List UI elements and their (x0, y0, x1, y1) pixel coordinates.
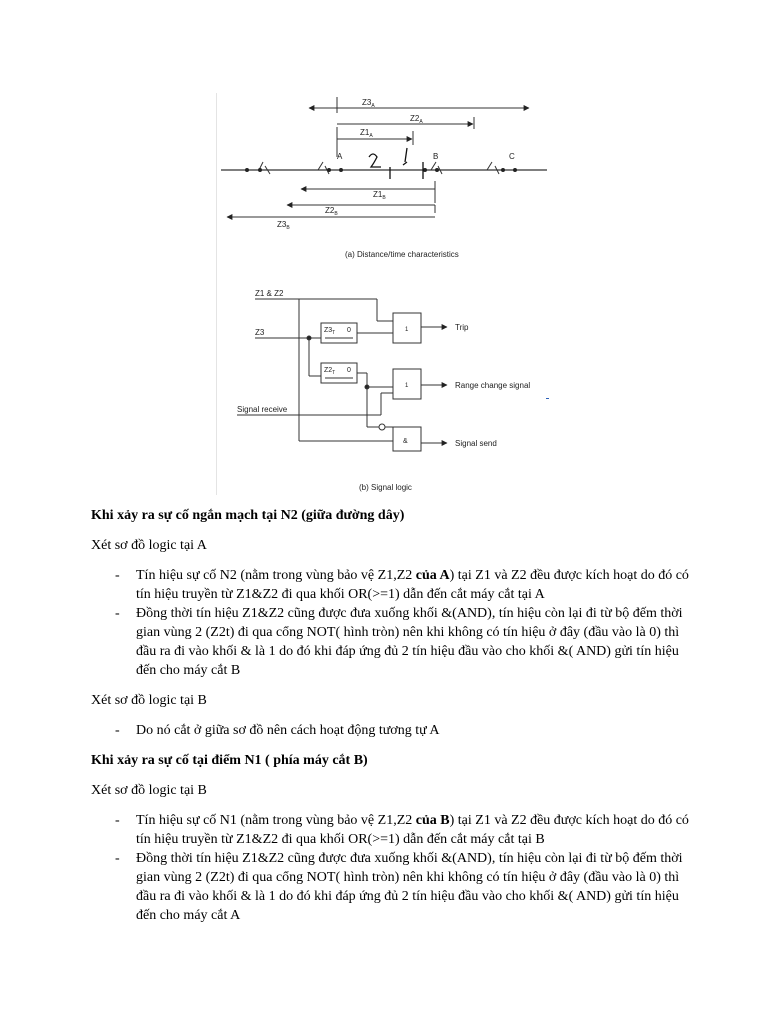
protection-scheme-figure (216, 93, 553, 495)
list-item: - Đồng thời tín hiệu Z1&Z2 cũng được đưa xuống khối &(AND), tín hiệu còn lại đi từ bộ đếm thời gian vùng 2 (Z2t) đi qua cổng NOT( hình tròn) nên khi không có tín hiệu ở đây (đầu vào là 0) thì đầu ra đi vào khối & là 1 do đó khi đáp ứng đủ 2 tín hiệu đầu vào cho khối &( AND) gửi tín hiệu đến cho máy cắt B (115, 606, 683, 678)
label-z1a: $Z1_A$ (360, 128, 373, 139)
label-z2a: $Z2_A$ (410, 114, 423, 125)
timer-z3-label: $Z3_T$ (324, 327, 336, 336)
bullet-dash: - (115, 606, 120, 621)
input-signal-receive-label: Signal receive (237, 405, 288, 414)
list-item: - Đồng thời tín hiệu Z1&Z2 cũng được đưa xuống khối &(AND), tín hiệu còn lại đi từ bộ đếm thời gian vùng 2 (Z2t) đi qua cổng NOT( hình tròn) nên khi không có tín hiệu ở đây (đầu vào là 0) thì đầu ra đi vào khối & là 1 do đó khi đáp ứng đủ 2 tín hiệu đầu vào cho khối &( AND) gửi tín hiệu đến cho máy cắt A (115, 851, 683, 923)
timer-z2-value: 0 (347, 367, 351, 374)
logic-diagram (237, 299, 447, 451)
list-n2-a (91, 566, 691, 680)
label-z2b: $Z2_B$ (325, 206, 338, 217)
input-z1z2-label: Z1 & Z2 (255, 289, 284, 298)
logic-labels (237, 289, 530, 492)
document-body (91, 506, 691, 936)
bullet-dash: - (115, 851, 120, 866)
heading-n1: Khi xảy ra sự cố tại điểm N1 ( phía máy cắt B) (91, 753, 368, 768)
bullet-dash: - (115, 813, 120, 828)
zone-labels (277, 98, 515, 259)
list-item: - Tín hiệu sự cố N1 (nằm trong vùng bảo vệ Z1,Z2 của B) tại Z1 và Z2 đều được kích hoạt do đó có tín hiệu truyền từ Z1&Z2 đi qua khối OR(>=1) dẫn đến cắt máy cắt tại B (115, 813, 689, 847)
label-z1b: $Z1_B$ (373, 190, 386, 201)
label-z3a: $Z3_A$ (362, 98, 375, 109)
para-logic-a: Xét sơ đồ logic tại A (91, 538, 207, 553)
output-range-change-label: Range change signal (455, 381, 531, 390)
caption-b: (b) Signal logic (359, 483, 412, 492)
para-logic-b: Xét sơ đồ logic tại B (91, 693, 207, 708)
heading-n2: Khi xảy ra sự cố ngắn mạch tại N2 (giữa đường dây) (91, 508, 405, 523)
or-gate-1-label: 1 (405, 327, 409, 333)
bullet-dash: - (115, 723, 120, 738)
stray-mark (546, 398, 549, 399)
input-z3-label: Z3 (255, 328, 265, 337)
and-gate-label: & (403, 438, 408, 445)
output-trip-label: Trip (455, 323, 469, 332)
figure-svg (217, 93, 553, 495)
breaker-c-label: C (509, 152, 515, 161)
list-item: - Do nó cắt ở giữa sơ đồ nên cách hoạt động tương tự A (115, 723, 440, 738)
or-gate-2-label: 1 (405, 383, 409, 389)
timer-z3-value: 0 (347, 327, 351, 334)
para-logic-b-2: Xét sơ đồ logic tại B (91, 783, 207, 798)
output-signal-send-label: Signal send (455, 439, 497, 448)
timer-z2-label: $Z2_T$ (324, 367, 336, 376)
bullet-dash: - (115, 568, 120, 583)
list-item: - Tín hiệu sự cố N2 (nằm trong vùng bảo vệ Z1,Z2 của A) tại Z1 và Z2 đều được kích hoạt do đó có tín hiệu truyền từ Z1&Z2 đi qua khối OR(>=1) dẫn đến cắt máy cắt tại A (115, 568, 689, 602)
caption-a: (a) Distance/time characteristics (345, 250, 459, 259)
breaker-a-label: A (337, 152, 343, 161)
list-n1-b (91, 811, 691, 925)
label-z3b: $Z3_B$ (277, 220, 290, 231)
list-n2-b (91, 721, 691, 740)
breaker-b-label: B (433, 152, 439, 161)
